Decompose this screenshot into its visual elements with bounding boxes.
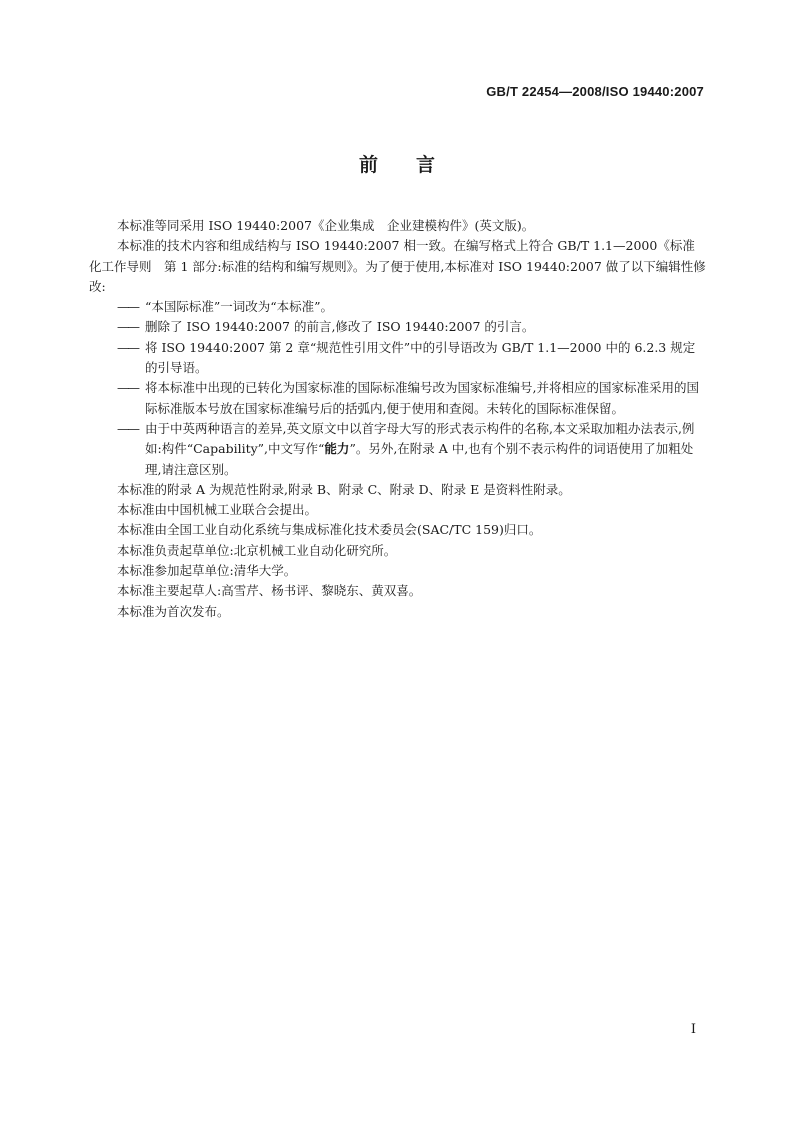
page-number: I: [690, 1022, 696, 1037]
title-char-1: 前: [358, 154, 378, 176]
title-char-2: 言: [416, 154, 436, 176]
list-item-text: 删除了 ISO 19440:2007 的前言,修改了 ISO 19440:2007 的引言。: [145, 319, 535, 335]
foreword-body: [89, 216, 706, 622]
list-item: [89, 338, 706, 379]
dash-marker: ——: [117, 299, 138, 315]
paragraph-first-release: 本标准为首次发布。: [117, 603, 230, 619]
paragraph-participant: 本标准参加起草单位:清华大学。: [117, 563, 297, 579]
dash-marker: ——: [117, 339, 138, 355]
paragraph-lead-drafter: 本标准负责起草单位:北京机械工业自动化研究所。: [117, 542, 397, 558]
dash-marker: ——: [117, 420, 138, 436]
list-item-text-part2: ”。另外,在附录 A 中,也有个别不表示构件的词语使用了加粗处理,请注意区别。: [145, 441, 694, 477]
list-item: [89, 378, 706, 419]
list-item-text-part1: 由于中英两种语言的差异,英文原文中以首字母大写的形式表示构件的名称,本文采取加粗办法表示,例如:构件“Capability”,中文写作“: [145, 420, 695, 457]
paragraph-adoption: 本标准等同采用 ISO 19440:2007《企业集成 企业建模构件》(英文版)。: [117, 218, 535, 233]
bold-term: 能力: [324, 441, 350, 457]
paragraph-committee: 本标准由全国工业自动化系统与集成标准化技术委员会(SAC/TC 159)归口。: [117, 522, 542, 538]
page-title: [0, 150, 794, 177]
paragraph-consistency: 本标准的技术内容和组成结构与 ISO 19440:2007 相一致。在编写格式上符合 GB/T 1.1—2000《标准化工作导则 第 1 部分:标准的结构和编写规则》。为了便于使用,本标准对 ISO 19440:2007 做了以下编辑性修改:: [89, 238, 706, 294]
paragraph-drafters: 本标准主要起草人:高雪芹、杨书评、黎晓东、黄双喜。: [117, 583, 422, 599]
list-item: [89, 317, 706, 337]
list-item-text: “本国际标准”一词改为“本标准”。: [145, 299, 334, 315]
paragraph-annex: 本标准的附录 A 为规范性附录,附录 B、附录 C、附录 D、附录 E 是资料性附录。: [117, 481, 571, 497]
list-item: [89, 297, 706, 317]
standard-code-header: GB/T 22454—2008/ISO 19440:2007: [486, 84, 704, 99]
paragraph-proposer: 本标准由中国机械工业联合会提出。: [117, 502, 318, 518]
list-item-text: 将本标准中出现的已转化为国家标准的国际标准编号改为国家标准编号,并将相应的国家标准采用的国际标准版本号放在国家标准编号后的括弧内,便于使用和查阅。未转化的国际标准保留。: [145, 380, 699, 416]
dash-marker: ——: [117, 319, 138, 335]
list-item-text: 将 ISO 19440:2007 第 2 章“规范性引用文件”中的引导语改为 GB/T 1.1—2000 中的 6.2.3 规定的引导语。: [145, 339, 696, 376]
dash-marker: ——: [117, 380, 138, 396]
list-item: [89, 419, 706, 480]
